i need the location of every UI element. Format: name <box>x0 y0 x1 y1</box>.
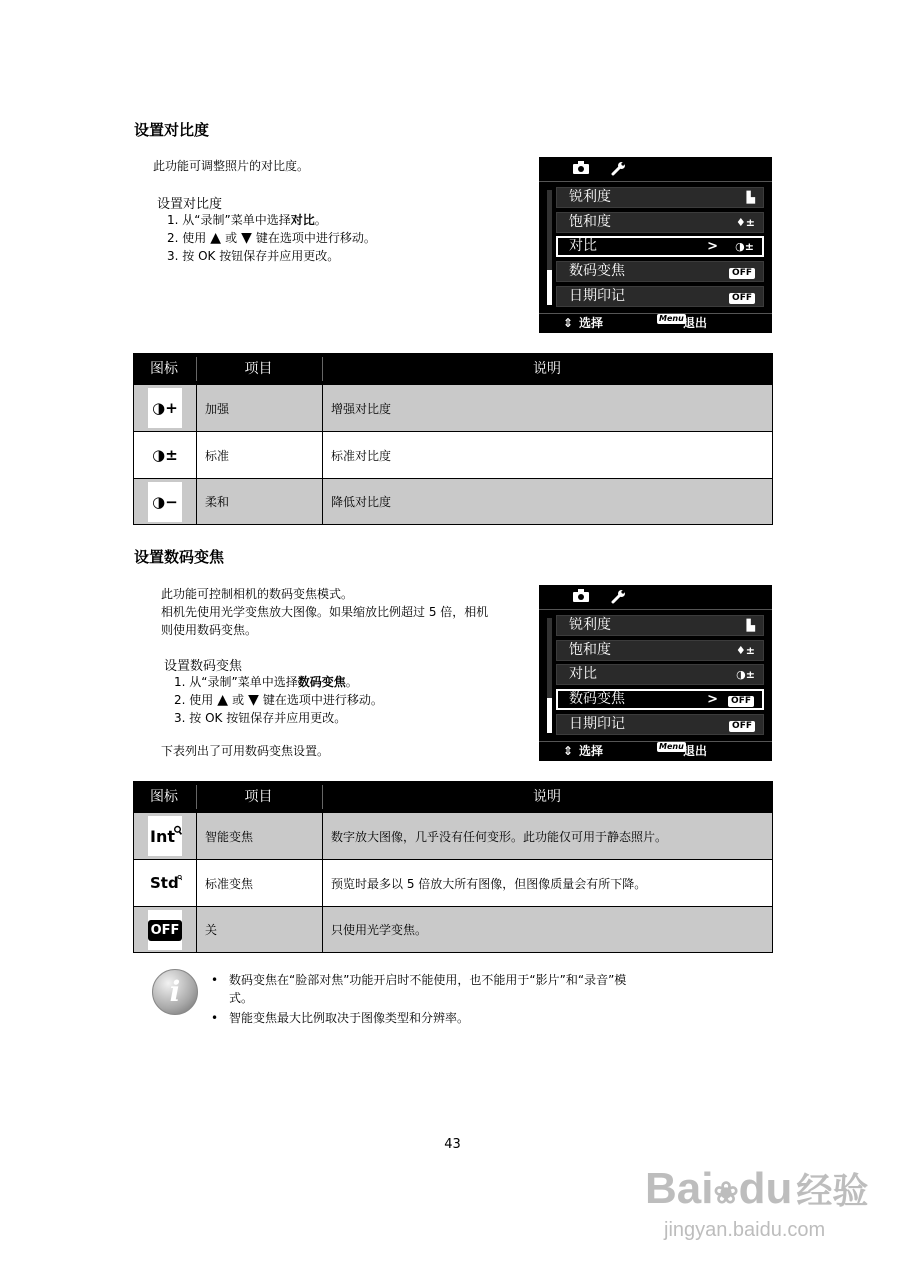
menu-button-icon: Menu <box>659 314 684 323</box>
footer-select-label: 选择 <box>579 316 604 330</box>
down-triangle-icon: ▼ <box>248 692 259 708</box>
step-number: 1. <box>174 675 186 689</box>
step-number: 2. <box>167 231 179 245</box>
footer-select-label: 选择 <box>579 744 604 758</box>
scrollbar-thumb[interactable] <box>547 270 552 305</box>
table-cell-description: 增强对比度 <box>331 401 392 416</box>
zoom-intro-line-2: 相机先使用光学变焦放大图像。如果缩放比例超过 5 倍，相机 <box>161 605 489 619</box>
menu-item-digital-zoom[interactable] <box>556 689 764 710</box>
menu-item-label: 日期印记 <box>569 288 625 304</box>
table-cell-description: 降低对比度 <box>331 495 392 509</box>
watermark-brand-tail: du <box>738 1164 793 1213</box>
zoom-step-2 <box>174 692 383 709</box>
menu-button-icon: Menu <box>659 742 684 751</box>
step-bold-term: 对比 <box>290 213 315 227</box>
step-text: 键在选项中进行移动。 <box>262 693 383 707</box>
contrast-step-1 <box>167 212 327 229</box>
wrench-icon <box>611 161 626 180</box>
watermark-url: jingyan.baidu.com <box>664 1219 826 1241</box>
camera-menu-screen-digital-zoom <box>539 585 772 761</box>
contrast-icon: ◑± <box>736 668 755 681</box>
step-text: 从“录制”菜单中选择 <box>189 675 298 689</box>
step-number: 1. <box>167 213 179 227</box>
menu-item-date-stamp[interactable] <box>556 714 764 735</box>
header-item: 项目 <box>244 789 273 805</box>
header-icon: 图标 <box>150 789 178 805</box>
down-triangle-icon: ▼ <box>241 230 252 246</box>
contrast-step-2 <box>167 230 376 247</box>
up-triangle-icon: ▲ <box>217 692 229 708</box>
section-heading-digital-zoom: 设置数码变焦 <box>134 548 225 566</box>
contrast-intro: 此功能可调整照片的对比度。 <box>153 159 310 173</box>
watermark-cn: 经验 <box>796 1170 869 1211</box>
menu-item-label: 锐利度 <box>569 189 611 205</box>
zoom-intro-line-3: 则使用数码变焦。 <box>161 623 258 637</box>
scrollbar[interactable] <box>547 190 552 305</box>
table-cell-description: 标准对比度 <box>331 448 392 463</box>
digital-zoom-table <box>133 781 773 953</box>
table-cell-description: 数字放大图像，几乎没有任何变形。此功能仅可用于静态照片。 <box>331 829 668 844</box>
header-icon: 图标 <box>150 361 178 377</box>
menu-item-sharpness[interactable] <box>556 615 764 636</box>
watermark-logo <box>645 1163 868 1214</box>
sharpness-icon: ▙ <box>746 619 755 632</box>
zoom-step-1 <box>174 674 358 691</box>
off-badge: OFF <box>729 268 755 279</box>
contrast-step-3 <box>167 248 339 265</box>
note-1-line-1: 数码变焦在“脸部对焦”功能开启时不能使用，也不能用于“影片”和“录音”模 <box>229 973 627 987</box>
table-cell-item: 加强 <box>205 401 230 416</box>
camera-menu-screen-contrast <box>539 157 772 333</box>
menu-item-label: 数码变焦 <box>569 263 625 279</box>
table-cell-description: 只使用光学变焦。 <box>331 923 428 937</box>
menu-item-saturation[interactable] <box>556 640 764 661</box>
menu-item-contrast[interactable] <box>556 664 764 685</box>
step-text: 或 <box>232 693 245 707</box>
camera-icon <box>573 161 589 178</box>
table-cell-description: 预览时最多以 5 倍放大所有图像，但图像质量会有所下降。 <box>331 876 647 891</box>
watermark-brand: Bai <box>645 1164 714 1213</box>
intelligent-zoom-icon <box>148 816 182 856</box>
contrast-soft-icon: ◑− <box>148 482 182 522</box>
menu-item-label: 饱和度 <box>569 642 611 658</box>
menu-item-label: 饱和度 <box>569 214 611 230</box>
menu-item-label: 日期印记 <box>569 716 625 732</box>
table-row <box>134 431 772 478</box>
off-badge: OFF <box>729 721 755 732</box>
table-cell-item: 标准 <box>205 448 230 463</box>
table-row <box>134 859 772 906</box>
contrast-icon: ◑± <box>735 240 754 253</box>
step-number: 2. <box>174 693 186 707</box>
zoom-table-intro: 下表列出了可用数码变焦设置。 <box>161 744 330 758</box>
up-down-arrows-icon: ⇕ <box>563 744 574 758</box>
table-row <box>134 906 772 952</box>
header-description: 说明 <box>533 789 561 805</box>
up-down-arrows-icon: ⇕ <box>563 316 574 330</box>
menu-item-contrast[interactable] <box>556 236 764 257</box>
saturation-icon: ♦± <box>735 644 755 657</box>
table-cell-item: 智能变焦 <box>205 829 254 844</box>
table-row <box>134 812 772 859</box>
step-number: 3. <box>167 249 179 263</box>
zoom-steps-title: 设置数码变焦 <box>164 659 243 674</box>
table-cell-item: 标准变焦 <box>205 876 254 891</box>
menu-item-digital-zoom[interactable] <box>556 261 764 282</box>
menu-item-date-stamp[interactable] <box>556 286 764 307</box>
menu-item-label: 锐利度 <box>569 617 611 633</box>
table-cell-item: 关 <box>205 923 218 937</box>
icon-text: Int <box>150 826 175 846</box>
step-bold-term: 数码变焦 <box>297 675 346 689</box>
table-row <box>134 478 772 524</box>
chevron-right-icon: > <box>707 692 718 707</box>
off-badge: OFF <box>729 293 755 304</box>
screen-footer <box>539 313 772 333</box>
table-header <box>134 354 772 384</box>
note-2: 智能变焦最大比例取决于图像类型和分辨率。 <box>229 1011 470 1025</box>
sharpness-icon: ▙ <box>746 191 755 204</box>
step-text: 使用 <box>189 693 214 707</box>
menu-item-label: 对比 <box>569 666 597 682</box>
menu-item-label: 对比 <box>569 238 597 254</box>
contrast-enhance-icon: ◑+ <box>148 388 182 428</box>
step-text: 。 <box>345 675 358 689</box>
menu-item-sharpness[interactable] <box>556 187 764 208</box>
standard-zoom-icon <box>148 863 182 903</box>
scrollbar[interactable] <box>547 618 552 733</box>
screen-footer <box>539 741 772 761</box>
up-triangle-icon: ▲ <box>210 230 222 246</box>
footer-exit-label: 退出 <box>683 316 708 330</box>
scrollbar-thumb[interactable] <box>547 698 552 733</box>
note-bullet-icon: • <box>211 1011 219 1025</box>
step-text: 或 <box>225 231 238 245</box>
contrast-standard-icon: ◑± <box>148 435 182 475</box>
step-text: 按 OK 按钮保存并应用更改。 <box>182 249 340 263</box>
paw-icon: ❀ <box>713 1177 739 1210</box>
note-1-line-2: 式。 <box>229 991 254 1005</box>
wrench-icon <box>611 589 626 608</box>
table-row <box>134 384 772 431</box>
step-text: 使用 <box>182 231 207 245</box>
page-number: 43 <box>444 1137 461 1152</box>
footer-exit-label: 退出 <box>683 744 708 758</box>
header-item: 项目 <box>244 361 273 377</box>
step-number: 3. <box>174 711 186 725</box>
camera-icon <box>573 589 589 606</box>
note-bullet-icon: • <box>211 973 219 987</box>
info-icon: i <box>152 969 198 1015</box>
zoom-step-3 <box>174 710 346 727</box>
icon-text: Std <box>150 874 179 892</box>
zoom-intro-line-1: 此功能可控制相机的数码变焦模式。 <box>161 587 354 601</box>
step-text: 按 OK 按钮保存并应用更改。 <box>189 711 347 725</box>
step-text: 键在选项中进行移动。 <box>255 231 376 245</box>
step-text: 。 <box>314 213 327 227</box>
off-badge: OFF <box>728 696 754 707</box>
contrast-steps-title: 设置对比度 <box>157 197 223 212</box>
contrast-table <box>133 353 773 525</box>
zoom-off-icon-frame <box>148 910 182 950</box>
step-text: 从“录制”菜单中选择 <box>182 213 291 227</box>
section-heading-contrast: 设置对比度 <box>134 121 210 139</box>
chevron-right-icon: > <box>707 239 718 254</box>
zoom-off-icon: OFF <box>148 920 183 941</box>
menu-item-saturation[interactable] <box>556 212 764 233</box>
header-description: 说明 <box>533 361 561 377</box>
menu-item-label: 数码变焦 <box>569 691 625 707</box>
table-header <box>134 782 772 812</box>
screen-tab-bar <box>539 157 772 182</box>
table-cell-item: 柔和 <box>205 495 230 509</box>
saturation-icon: ♦± <box>735 216 755 229</box>
screen-tab-bar <box>539 585 772 610</box>
